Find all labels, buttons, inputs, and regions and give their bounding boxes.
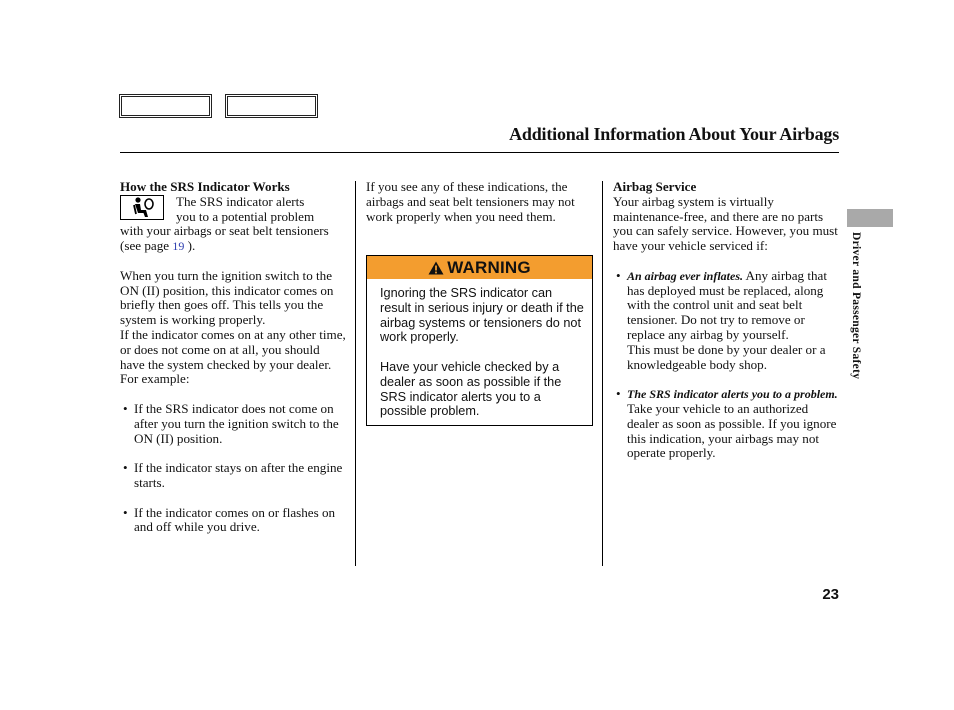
list-item: • If the indicator comes on or flashes on and off while you drive. [120,506,346,536]
column-warning [366,180,592,224]
srs-airbag-indicator-icon [120,195,164,220]
page-number: 23 [822,586,839,603]
section-tab [847,209,893,227]
column-divider-left [355,181,356,566]
previous-page-button[interactable] [119,94,212,118]
indications-paragraph: If you see any of these indications, the airbags and seat belt tensioners may not work properly when you need them. [366,179,575,224]
warning-box [366,255,593,426]
service-conditions-list [613,269,839,461]
section-tab-label: Driver and Passenger Safety [850,232,862,380]
indicator-problem-list [120,402,346,535]
list-item: • An airbag ever inflates. Any airbag that has deployed must be replaced, along with the control unit and seat belt tensioner. Do not try to remove or replace any airbag by yourself. This must be done by your dealer or a knowledgeable body shop. [613,269,839,373]
bullet-lead-inflates: An airbag ever inflates. [627,268,743,283]
list-item: • The SRS indicator alerts you to a problem. Take your vehicle to an authorized dealer as soon as possible. If you ignore this indication, your airbags may not operate properly. [613,387,839,461]
page-reference-link[interactable]: 19 [172,239,185,254]
bullet-lead-indicator-alert: The SRS indicator alerts you to a problem. [627,387,838,402]
warning-triangle-icon [428,261,444,275]
warning-text-1: Ignoring the SRS indicator can result in serious injury or death if the airbag systems or tensioners do not work properly. [380,286,584,345]
indicator-paragraph: If the indicator comes on at any other time, or does not come on at all, you should have the system checked by your dealer. For example: [120,326,346,387]
ignition-paragraph: When you turn the ignition switch to the ON (II) position, this indicator comes on briefly then goes off. This tells you the system is working properly. [120,267,334,328]
column-srs-indicator [120,180,346,535]
warning-header [367,256,592,279]
intro-line-1: The SRS indicator alerts [176,193,305,209]
section-heading-srs-indicator: How the SRS Indicator Works [120,179,290,194]
intro-line-2: you to a potential problem [176,208,315,224]
bullet-note: This must be done by your dealer or a knowledgeable body shop. [627,341,826,372]
warning-title: WARNING [447,257,531,277]
list-item: • If the indicator stays on after the engine starts. [120,461,346,491]
column-airbag-service [613,180,839,461]
warning-body [380,286,585,419]
warning-text-2: Have your vehicle checked by a dealer as soon as possible if the SRS indicator alerts you to a possible problem. [380,359,562,419]
section-heading-airbag-service: Airbag Service [613,179,697,194]
page-title: Additional Information About Your Airbags [509,124,839,144]
column-divider-right [602,181,603,566]
next-page-button[interactable] [225,94,318,118]
list-item: • If the SRS indicator does not come on after you turn the ignition switch to the ON (II) position. [120,402,346,446]
title-rule [120,152,839,153]
service-paragraph: Your airbag system is virtually maintenance-free, and there are no parts you can safely service. However, you must have your vehicle serviced if: [613,193,838,254]
intro-paragraph-end: with your airbags or seat belt tensioners (see page 19 ). [120,223,329,254]
